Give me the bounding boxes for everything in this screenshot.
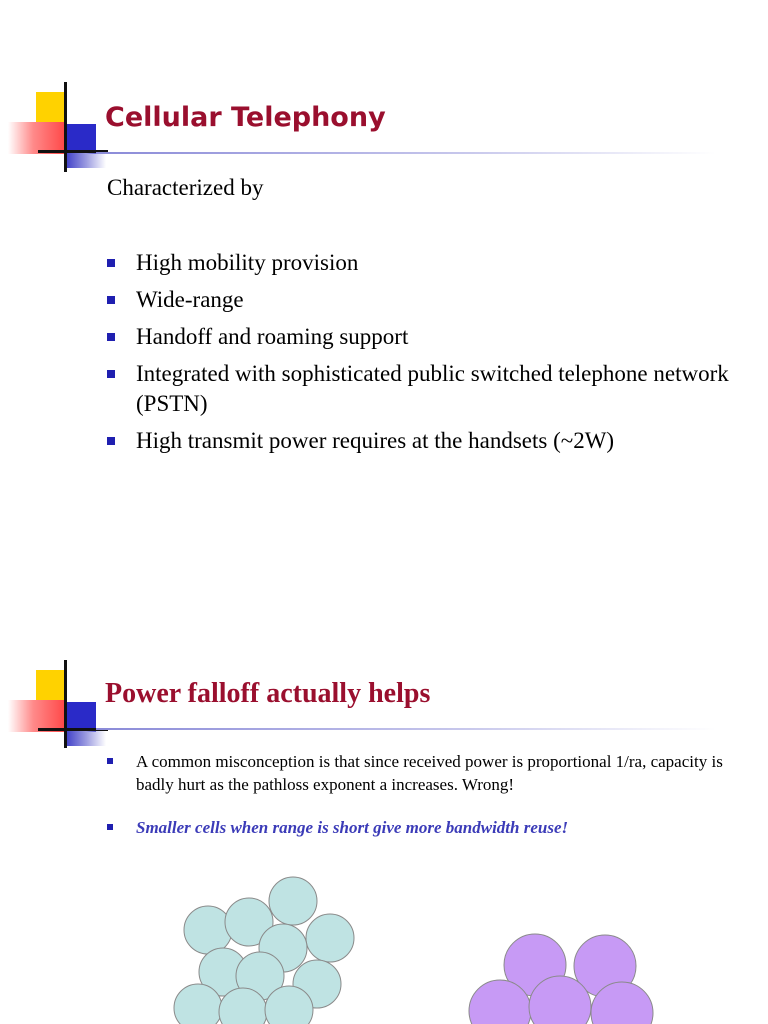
large-cells-group (469, 934, 653, 1024)
decoration-yellow-square (36, 670, 66, 700)
cell-coverage-diagram (0, 865, 768, 1024)
decoration-yellow-square (36, 92, 66, 122)
small-cell (184, 906, 232, 954)
bullet-text: Wide-range (136, 287, 244, 312)
title-underline (96, 728, 716, 730)
title-decoration (0, 658, 110, 768)
list-item (107, 359, 747, 419)
slide-power-falloff (0, 600, 768, 1024)
bullet-square-icon (107, 824, 113, 830)
slide-title: Cellular Telephony (105, 102, 386, 133)
bullet-square-icon (107, 259, 115, 267)
title-underline (96, 152, 716, 154)
small-cell (306, 914, 354, 962)
list-item (107, 816, 727, 839)
bullet-text: High transmit power requires at the handsets (~2W) (136, 428, 615, 453)
bullet-text: High mobility provision (136, 250, 359, 275)
bullet-list (107, 750, 727, 839)
bullet-square-icon (107, 758, 113, 764)
bullet-square-icon (107, 437, 115, 445)
intro-text: Characterized by (107, 175, 264, 200)
small-cells-group (174, 877, 354, 1024)
bullet-text: Integrated with sophisticated public switched telephone network (PSTN) (136, 361, 729, 416)
decoration-vertical-line (64, 660, 67, 748)
list-item (107, 426, 747, 456)
list-item (107, 285, 747, 315)
small-cell (269, 877, 317, 925)
decoration-blue-bar (66, 152, 106, 168)
bullet-square-icon (107, 370, 115, 378)
slide-title: Power falloff actually helps (105, 678, 431, 709)
decoration-blue-bar (66, 730, 106, 746)
list-item (107, 322, 747, 352)
bullet-text: Handoff and roaming support (136, 324, 409, 349)
bullet-text-emphasis: Smaller cells when range is short give more bandwidth reuse! (136, 818, 569, 837)
title-decoration (0, 80, 110, 190)
list-item (107, 750, 727, 796)
list-item (107, 248, 747, 278)
bullet-list (107, 248, 747, 463)
bullet-square-icon (107, 296, 115, 304)
bullet-text: A common misconception is that since received power is proportional 1/ra, capacity is badly hurt as the pathloss exponent a increases. Wrong! (136, 752, 723, 794)
decoration-vertical-line (64, 82, 67, 172)
bullet-square-icon (107, 333, 115, 341)
